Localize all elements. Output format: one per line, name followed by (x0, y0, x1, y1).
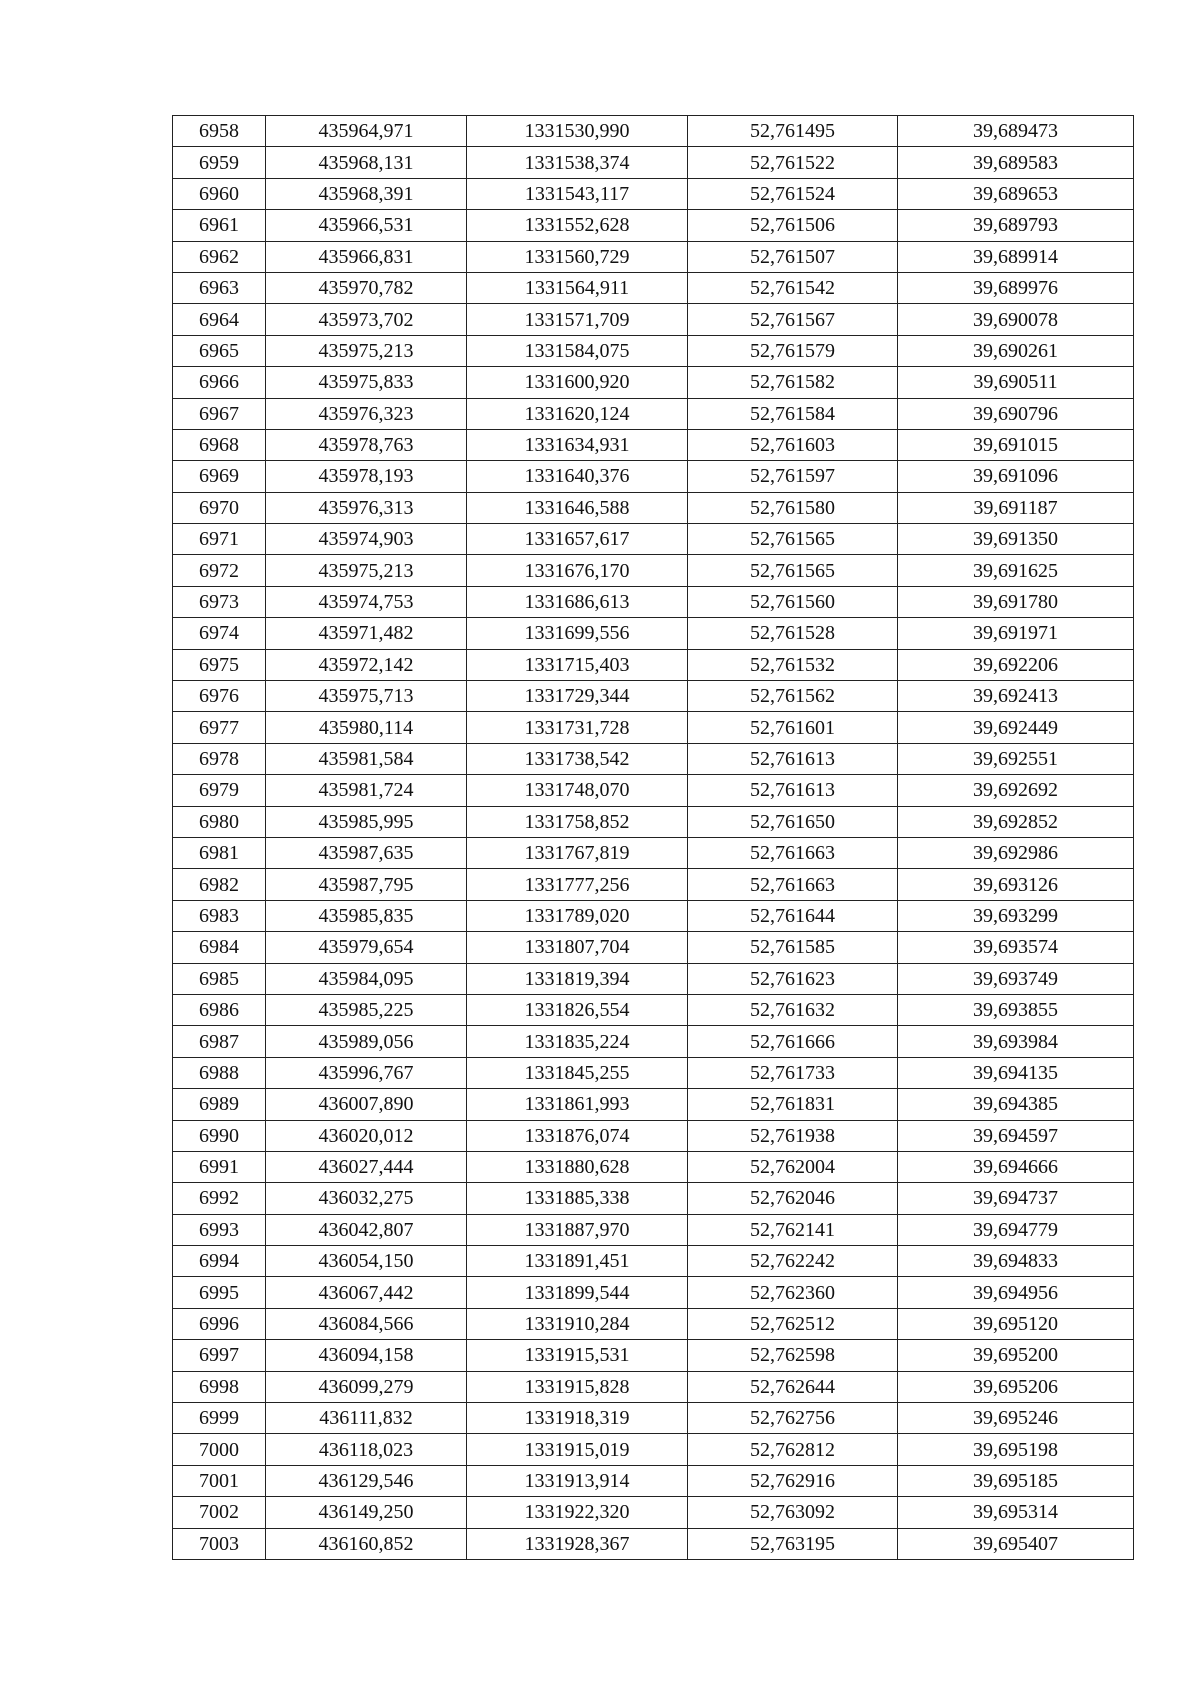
point-number-cell: 6990 (173, 1120, 266, 1151)
longitude-cell: 39,694597 (898, 1120, 1134, 1151)
point-number-cell: 6989 (173, 1089, 266, 1120)
x-coordinate-cell: 435987,635 (266, 837, 467, 868)
x-coordinate-cell: 435976,323 (266, 398, 467, 429)
latitude-cell: 52,762512 (688, 1308, 898, 1339)
y-coordinate-cell: 1331789,020 (467, 900, 688, 931)
table-row (173, 994, 1134, 1025)
latitude-cell: 52,761613 (688, 775, 898, 806)
table-row (173, 1434, 1134, 1465)
x-coordinate-cell: 435974,753 (266, 586, 467, 617)
coordinates-table-body (173, 116, 1134, 1560)
longitude-cell: 39,691187 (898, 492, 1134, 523)
longitude-cell: 39,689473 (898, 116, 1134, 147)
point-number-cell: 6988 (173, 1057, 266, 1088)
coordinates-table (172, 115, 1134, 1560)
x-coordinate-cell: 436149,250 (266, 1497, 467, 1528)
point-number-cell: 6976 (173, 681, 266, 712)
longitude-cell: 39,695246 (898, 1403, 1134, 1434)
table-row (173, 963, 1134, 994)
longitude-cell: 39,695198 (898, 1434, 1134, 1465)
longitude-cell: 39,695206 (898, 1371, 1134, 1402)
longitude-cell: 39,692449 (898, 712, 1134, 743)
point-number-cell: 6966 (173, 367, 266, 398)
longitude-cell: 39,691015 (898, 429, 1134, 460)
table-row (173, 1528, 1134, 1559)
longitude-cell: 39,694737 (898, 1183, 1134, 1214)
point-number-cell: 6967 (173, 398, 266, 429)
y-coordinate-cell: 1331731,728 (467, 712, 688, 743)
longitude-cell: 39,695407 (898, 1528, 1134, 1559)
y-coordinate-cell: 1331876,074 (467, 1120, 688, 1151)
latitude-cell: 52,762141 (688, 1214, 898, 1245)
y-coordinate-cell: 1331571,709 (467, 304, 688, 335)
point-number-cell: 7002 (173, 1497, 266, 1528)
table-row (173, 335, 1134, 366)
x-coordinate-cell: 436020,012 (266, 1120, 467, 1151)
y-coordinate-cell: 1331748,070 (467, 775, 688, 806)
x-coordinate-cell: 435978,763 (266, 429, 467, 460)
longitude-cell: 39,691971 (898, 618, 1134, 649)
latitude-cell: 52,761597 (688, 461, 898, 492)
latitude-cell: 52,761560 (688, 586, 898, 617)
x-coordinate-cell: 436054,150 (266, 1246, 467, 1277)
table-row (173, 649, 1134, 680)
longitude-cell: 39,690511 (898, 367, 1134, 398)
longitude-cell: 39,692206 (898, 649, 1134, 680)
longitude-cell: 39,689793 (898, 210, 1134, 241)
y-coordinate-cell: 1331543,117 (467, 178, 688, 209)
point-number-cell: 6979 (173, 775, 266, 806)
x-coordinate-cell: 436099,279 (266, 1371, 467, 1402)
latitude-cell: 52,761585 (688, 932, 898, 963)
y-coordinate-cell: 1331826,554 (467, 994, 688, 1025)
point-number-cell: 6959 (173, 147, 266, 178)
point-number-cell: 6977 (173, 712, 266, 743)
latitude-cell: 52,761584 (688, 398, 898, 429)
point-number-cell: 6993 (173, 1214, 266, 1245)
table-row (173, 869, 1134, 900)
y-coordinate-cell: 1331915,531 (467, 1340, 688, 1371)
x-coordinate-cell: 435985,225 (266, 994, 467, 1025)
point-number-cell: 6963 (173, 272, 266, 303)
longitude-cell: 39,693749 (898, 963, 1134, 994)
x-coordinate-cell: 435980,114 (266, 712, 467, 743)
longitude-cell: 39,695185 (898, 1465, 1134, 1496)
latitude-cell: 52,761938 (688, 1120, 898, 1151)
table-row (173, 586, 1134, 617)
longitude-cell: 39,689914 (898, 241, 1134, 272)
x-coordinate-cell: 435971,482 (266, 618, 467, 649)
point-number-cell: 6962 (173, 241, 266, 272)
y-coordinate-cell: 1331777,256 (467, 869, 688, 900)
x-coordinate-cell: 435996,767 (266, 1057, 467, 1088)
y-coordinate-cell: 1331885,338 (467, 1183, 688, 1214)
y-coordinate-cell: 1331729,344 (467, 681, 688, 712)
longitude-cell: 39,691096 (898, 461, 1134, 492)
x-coordinate-cell: 436042,807 (266, 1214, 467, 1245)
table-row (173, 1089, 1134, 1120)
x-coordinate-cell: 435975,213 (266, 555, 467, 586)
latitude-cell: 52,761580 (688, 492, 898, 523)
x-coordinate-cell: 436027,444 (266, 1151, 467, 1182)
point-number-cell: 6984 (173, 932, 266, 963)
longitude-cell: 39,690078 (898, 304, 1134, 335)
longitude-cell: 39,691625 (898, 555, 1134, 586)
y-coordinate-cell: 1331758,852 (467, 806, 688, 837)
x-coordinate-cell: 435987,795 (266, 869, 467, 900)
y-coordinate-cell: 1331819,394 (467, 963, 688, 994)
y-coordinate-cell: 1331715,403 (467, 649, 688, 680)
table-row (173, 492, 1134, 523)
x-coordinate-cell: 435978,193 (266, 461, 467, 492)
y-coordinate-cell: 1331584,075 (467, 335, 688, 366)
x-coordinate-cell: 435989,056 (266, 1026, 467, 1057)
longitude-cell: 39,691350 (898, 524, 1134, 555)
latitude-cell: 52,761644 (688, 900, 898, 931)
table-row (173, 900, 1134, 931)
longitude-cell: 39,693299 (898, 900, 1134, 931)
table-row (173, 116, 1134, 147)
x-coordinate-cell: 435985,995 (266, 806, 467, 837)
longitude-cell: 39,692551 (898, 743, 1134, 774)
y-coordinate-cell: 1331845,255 (467, 1057, 688, 1088)
table-row (173, 304, 1134, 335)
longitude-cell: 39,689583 (898, 147, 1134, 178)
point-number-cell: 6980 (173, 806, 266, 837)
y-coordinate-cell: 1331560,729 (467, 241, 688, 272)
y-coordinate-cell: 1331807,704 (467, 932, 688, 963)
latitude-cell: 52,761565 (688, 524, 898, 555)
point-number-cell: 6972 (173, 555, 266, 586)
latitude-cell: 52,762756 (688, 1403, 898, 1434)
point-number-cell: 6996 (173, 1308, 266, 1339)
y-coordinate-cell: 1331564,911 (467, 272, 688, 303)
latitude-cell: 52,762360 (688, 1277, 898, 1308)
table-row (173, 681, 1134, 712)
point-number-cell: 6961 (173, 210, 266, 241)
point-number-cell: 6991 (173, 1151, 266, 1182)
table-row (173, 1151, 1134, 1182)
point-number-cell: 6981 (173, 837, 266, 868)
y-coordinate-cell: 1331891,451 (467, 1246, 688, 1277)
point-number-cell: 6960 (173, 178, 266, 209)
table-row (173, 1246, 1134, 1277)
table-row (173, 147, 1134, 178)
table-row (173, 461, 1134, 492)
longitude-cell: 39,694135 (898, 1057, 1134, 1088)
table-row (173, 837, 1134, 868)
latitude-cell: 52,761522 (688, 147, 898, 178)
y-coordinate-cell: 1331887,970 (467, 1214, 688, 1245)
longitude-cell: 39,695120 (898, 1308, 1134, 1339)
y-coordinate-cell: 1331676,170 (467, 555, 688, 586)
point-number-cell: 6992 (173, 1183, 266, 1214)
longitude-cell: 39,692986 (898, 837, 1134, 868)
latitude-cell: 52,761831 (688, 1089, 898, 1120)
latitude-cell: 52,762598 (688, 1340, 898, 1371)
x-coordinate-cell: 436094,158 (266, 1340, 467, 1371)
x-coordinate-cell: 436067,442 (266, 1277, 467, 1308)
latitude-cell: 52,761663 (688, 837, 898, 868)
table-row (173, 272, 1134, 303)
y-coordinate-cell: 1331915,019 (467, 1434, 688, 1465)
point-number-cell: 6969 (173, 461, 266, 492)
x-coordinate-cell: 436084,566 (266, 1308, 467, 1339)
y-coordinate-cell: 1331910,284 (467, 1308, 688, 1339)
point-number-cell: 6999 (173, 1403, 266, 1434)
table-row (173, 806, 1134, 837)
latitude-cell: 52,761565 (688, 555, 898, 586)
x-coordinate-cell: 435979,654 (266, 932, 467, 963)
latitude-cell: 52,761495 (688, 116, 898, 147)
y-coordinate-cell: 1331880,628 (467, 1151, 688, 1182)
table-row (173, 241, 1134, 272)
longitude-cell: 39,691780 (898, 586, 1134, 617)
table-row (173, 1057, 1134, 1088)
table-row (173, 367, 1134, 398)
latitude-cell: 52,761562 (688, 681, 898, 712)
latitude-cell: 52,761666 (688, 1026, 898, 1057)
y-coordinate-cell: 1331552,628 (467, 210, 688, 241)
table-row (173, 555, 1134, 586)
point-number-cell: 7003 (173, 1528, 266, 1559)
point-number-cell: 6983 (173, 900, 266, 931)
point-number-cell: 7000 (173, 1434, 266, 1465)
longitude-cell: 39,690796 (898, 398, 1134, 429)
y-coordinate-cell: 1331767,819 (467, 837, 688, 868)
longitude-cell: 39,692852 (898, 806, 1134, 837)
longitude-cell: 39,694833 (898, 1246, 1134, 1277)
y-coordinate-cell: 1331699,556 (467, 618, 688, 649)
latitude-cell: 52,761601 (688, 712, 898, 743)
point-number-cell: 6975 (173, 649, 266, 680)
longitude-cell: 39,694385 (898, 1089, 1134, 1120)
table-row (173, 1497, 1134, 1528)
y-coordinate-cell: 1331657,617 (467, 524, 688, 555)
point-number-cell: 6998 (173, 1371, 266, 1402)
point-number-cell: 6973 (173, 586, 266, 617)
table-row (173, 1465, 1134, 1496)
x-coordinate-cell: 435968,391 (266, 178, 467, 209)
longitude-cell: 39,690261 (898, 335, 1134, 366)
point-number-cell: 6995 (173, 1277, 266, 1308)
x-coordinate-cell: 436160,852 (266, 1528, 467, 1559)
y-coordinate-cell: 1331913,914 (467, 1465, 688, 1496)
y-coordinate-cell: 1331918,319 (467, 1403, 688, 1434)
longitude-cell: 39,695200 (898, 1340, 1134, 1371)
latitude-cell: 52,761542 (688, 272, 898, 303)
latitude-cell: 52,762046 (688, 1183, 898, 1214)
latitude-cell: 52,761733 (688, 1057, 898, 1088)
x-coordinate-cell: 435974,903 (266, 524, 467, 555)
latitude-cell: 52,761532 (688, 649, 898, 680)
longitude-cell: 39,693126 (898, 869, 1134, 900)
x-coordinate-cell: 436118,023 (266, 1434, 467, 1465)
latitude-cell: 52,763195 (688, 1528, 898, 1559)
x-coordinate-cell: 435968,131 (266, 147, 467, 178)
longitude-cell: 39,693984 (898, 1026, 1134, 1057)
x-coordinate-cell: 435981,584 (266, 743, 467, 774)
latitude-cell: 52,761632 (688, 994, 898, 1025)
latitude-cell: 52,762812 (688, 1434, 898, 1465)
table-row (173, 1214, 1134, 1245)
y-coordinate-cell: 1331634,931 (467, 429, 688, 460)
y-coordinate-cell: 1331620,124 (467, 398, 688, 429)
x-coordinate-cell: 435975,833 (266, 367, 467, 398)
point-number-cell: 6986 (173, 994, 266, 1025)
latitude-cell: 52,762004 (688, 1151, 898, 1182)
table-row (173, 1277, 1134, 1308)
x-coordinate-cell: 435966,831 (266, 241, 467, 272)
latitude-cell: 52,763092 (688, 1497, 898, 1528)
point-number-cell: 6968 (173, 429, 266, 460)
x-coordinate-cell: 435975,713 (266, 681, 467, 712)
x-coordinate-cell: 435970,782 (266, 272, 467, 303)
latitude-cell: 52,761567 (688, 304, 898, 335)
latitude-cell: 52,761524 (688, 178, 898, 209)
x-coordinate-cell: 436032,275 (266, 1183, 467, 1214)
table-row (173, 524, 1134, 555)
point-number-cell: 6971 (173, 524, 266, 555)
latitude-cell: 52,761528 (688, 618, 898, 649)
latitude-cell: 52,761603 (688, 429, 898, 460)
latitude-cell: 52,762644 (688, 1371, 898, 1402)
latitude-cell: 52,761582 (688, 367, 898, 398)
longitude-cell: 39,694666 (898, 1151, 1134, 1182)
table-row (173, 1183, 1134, 1214)
y-coordinate-cell: 1331928,367 (467, 1528, 688, 1559)
y-coordinate-cell: 1331738,542 (467, 743, 688, 774)
y-coordinate-cell: 1331530,990 (467, 116, 688, 147)
table-row (173, 398, 1134, 429)
table-row (173, 1026, 1134, 1057)
latitude-cell: 52,761579 (688, 335, 898, 366)
x-coordinate-cell: 435973,702 (266, 304, 467, 335)
y-coordinate-cell: 1331600,920 (467, 367, 688, 398)
latitude-cell: 52,761507 (688, 241, 898, 272)
table-row (173, 429, 1134, 460)
y-coordinate-cell: 1331686,613 (467, 586, 688, 617)
latitude-cell: 52,762242 (688, 1246, 898, 1277)
point-number-cell: 6982 (173, 869, 266, 900)
latitude-cell: 52,761623 (688, 963, 898, 994)
latitude-cell: 52,761613 (688, 743, 898, 774)
latitude-cell: 52,762916 (688, 1465, 898, 1496)
x-coordinate-cell: 435984,095 (266, 963, 467, 994)
table-row (173, 932, 1134, 963)
x-coordinate-cell: 435975,213 (266, 335, 467, 366)
table-row (173, 618, 1134, 649)
y-coordinate-cell: 1331835,224 (467, 1026, 688, 1057)
point-number-cell: 6964 (173, 304, 266, 335)
longitude-cell: 39,695314 (898, 1497, 1134, 1528)
longitude-cell: 39,692692 (898, 775, 1134, 806)
longitude-cell: 39,693574 (898, 932, 1134, 963)
table-row (173, 210, 1134, 241)
longitude-cell: 39,694956 (898, 1277, 1134, 1308)
point-number-cell: 7001 (173, 1465, 266, 1496)
y-coordinate-cell: 1331915,828 (467, 1371, 688, 1402)
x-coordinate-cell: 436129,546 (266, 1465, 467, 1496)
x-coordinate-cell: 435985,835 (266, 900, 467, 931)
longitude-cell: 39,689976 (898, 272, 1134, 303)
y-coordinate-cell: 1331538,374 (467, 147, 688, 178)
table-row (173, 712, 1134, 743)
y-coordinate-cell: 1331861,993 (467, 1089, 688, 1120)
y-coordinate-cell: 1331899,544 (467, 1277, 688, 1308)
point-number-cell: 6985 (173, 963, 266, 994)
x-coordinate-cell: 435972,142 (266, 649, 467, 680)
latitude-cell: 52,761506 (688, 210, 898, 241)
x-coordinate-cell: 435981,724 (266, 775, 467, 806)
latitude-cell: 52,761650 (688, 806, 898, 837)
point-number-cell: 6997 (173, 1340, 266, 1371)
table-row (173, 1403, 1134, 1434)
latitude-cell: 52,761663 (688, 869, 898, 900)
y-coordinate-cell: 1331646,588 (467, 492, 688, 523)
point-number-cell: 6974 (173, 618, 266, 649)
point-number-cell: 6987 (173, 1026, 266, 1057)
point-number-cell: 6958 (173, 116, 266, 147)
x-coordinate-cell: 436111,832 (266, 1403, 467, 1434)
x-coordinate-cell: 435966,531 (266, 210, 467, 241)
longitude-cell: 39,693855 (898, 994, 1134, 1025)
table-row (173, 1371, 1134, 1402)
point-number-cell: 6978 (173, 743, 266, 774)
table-row (173, 743, 1134, 774)
y-coordinate-cell: 1331922,320 (467, 1497, 688, 1528)
point-number-cell: 6965 (173, 335, 266, 366)
table-row (173, 1340, 1134, 1371)
x-coordinate-cell: 435964,971 (266, 116, 467, 147)
point-number-cell: 6994 (173, 1246, 266, 1277)
table-row (173, 775, 1134, 806)
x-coordinate-cell: 436007,890 (266, 1089, 467, 1120)
longitude-cell: 39,689653 (898, 178, 1134, 209)
x-coordinate-cell: 435976,313 (266, 492, 467, 523)
y-coordinate-cell: 1331640,376 (467, 461, 688, 492)
table-row (173, 1308, 1134, 1339)
point-number-cell: 6970 (173, 492, 266, 523)
longitude-cell: 39,692413 (898, 681, 1134, 712)
longitude-cell: 39,694779 (898, 1214, 1134, 1245)
table-row (173, 178, 1134, 209)
table-row (173, 1120, 1134, 1151)
